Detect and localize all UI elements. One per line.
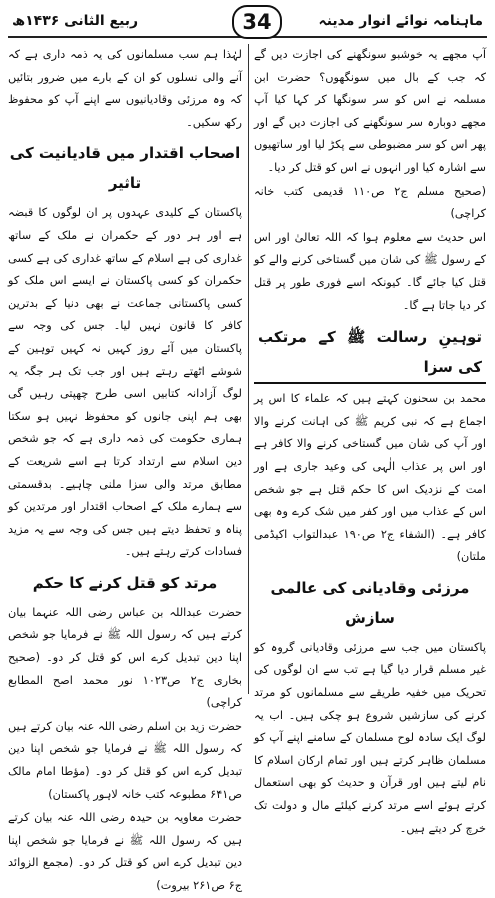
section-heading-punishment: توہینِ رسالت ﷺ کے مرتکب کی سزا	[254, 322, 486, 384]
paragraph: آپ مجھے یہ خوشبو سونگھنے کی اجازت دیں گے کہ جب کے بال میں سونگھوں؟ حضرت ابن مسلمہ نے اس کو سر سونگھا کر کہا کیا آپ مجھے دوبارہ سر سونگھنے کی اجازت دیں گے اور پھر اس کو سر مضبوطی سے پکڑ لیا اور ساتھیوں سے اشارہ کیا اور انہوں نے اس کو قتل کر دیا۔	[254, 48, 486, 174]
right-column	[254, 44, 486, 835]
paragraph: حضرت عبداللہ بن عباس رضی اللہ عنہما بیان کرتے ہیں کہ رسول اللہ ﷺ نے فرمایا جو شخص اپنا دین تبدیل کرے اس کو قتل کر دو۔ (صحیح بخاری ج۲ ص۱۰۲۳ نور محمد اصح المطابع کراچی)	[8, 605, 243, 710]
page-number-badge: 34	[232, 5, 282, 39]
paragraph: پاکستان میں جب سے مرزئی وقادیانی گروہ کو غیر مسلم قرار دیا گیا ہے تب سے ان لوگوں کی تحریک میں خفیہ طریقے سے مسلمانوں کو مرتد کرنے کی سازشیں شروع ہو چکی ہیں۔ اب یہ لوگ ایک سادہ لوح مسلمان کے سامنے اپنے آپ کو مسلمان ظاہر کرتے ہیں اور تمام ارکان اسلام کا نام لیتے ہیں اور قرآن و حدیث کو بھی استعمال کرتے ہوئے اسے مرتد کرنے کیلئے مال و دولت تک خرچ کر دیتے ہیں۔	[254, 640, 486, 835]
paragraph: حضرت معاویہ بن حیدہ رضی اللہ عنہ بیان کرتے ہیں کہ رسول اللہ ﷺ نے فرمایا جو شخص اپنا دین تبدیل کرے اس کو قتل کر دو۔ (مجمع الزوائد ج۶ ص۲۶۱ بیروت)	[8, 811, 242, 892]
page-header	[8, 6, 487, 38]
paragraph: لہٰذا ہم سب مسلمانوں کی یہ ذمہ داری ہے کہ آنے والی نسلوں کو ان کے بارے میں ضرور بتائیں کہ وہ مرزئی وقادیانیوں سے اپنے آپ کو محفوظ رکھ سکیں۔	[8, 48, 242, 129]
section-heading-influence: اصحاب اقتدار میں قادیانیت کی تاثیر	[9, 144, 241, 193]
column-divider	[248, 44, 249, 694]
reference: (صحیح مسلم ج۲ ص۱۱۰ قدیمی کتب خانہ کراچی)	[254, 184, 486, 221]
section-heading-apostate-ruling: مرتد کو قتل کرنے کا حکم	[32, 573, 218, 592]
paragraph: اس حدیث سے معلوم ہوا کہ اللہ تعالیٰ اور اس کے رسول ﷺ کی شان میں گستاخی کرنے والے کو قتل کیا جائے گا۔ کیونکہ اسے فوری طور پر قتل کر دیا جاتا ہے گا۔	[254, 230, 486, 312]
left-column	[8, 44, 243, 892]
issue-date: ربیع الثانی ۱۴۳۶ھ	[12, 13, 139, 29]
paragraph: حضرت زید بن اسلم رضی اللہ عنہ بیان کرتے ہیں کہ رسول اللہ ﷺ نے فرمایا جو شخص اپنا دین تبدیل کرے اس کو قتل کر دو۔ (مؤطا امام مالک ص۶۴۱ مطبوعہ کتب خانہ لاہور پاکستان)	[8, 719, 242, 801]
magazine-title: ماہنامہ نوائے انوار مدینہ	[318, 13, 483, 29]
section-heading-conspiracy: مرزئی وقادیانی کی عالمی سازش	[270, 578, 470, 627]
paragraph: محمد بن سحنون کہتے ہیں کہ علماء کا اس پر اجماع ہے کہ نبی کریم ﷺ کی اہانت کرنے والا اور آپ کی شان میں گستاخی کرنے والا کافر ہے اور اس پر عذاب الٰہی کی وعید جاری ہے اور امت کے نزدیک اس کا حکم قتل ہے جو شخص اس کے عذاب میں اور کفر میں شک کرے وہ بھی کافر ہے۔ (الشفاء ج۲ ص۱۹۰ عبدالتواب اکیڈمی ملتان)	[254, 392, 486, 564]
paragraph: پاکستان کے کلیدی عہدوں پر ان لوگوں کا قبضہ ہے اور ہر دور کے حکمران نے ملک کے ساتھ غداری کی ہے اسلام کے ساتھ غداری کی ہے کسی حکمران کو کسی پاکستان نے ایسے اس ملک کو کسی پاکستانی جماعت نے بھی دنیا کے بدترین کافر کا قانون نہیں لیا۔ جس کی وجہ سے پاکستان میں آئے روز کہیں نہ کہیں توہین کے شوشے اٹھتے رہتے ہیں اور جب تک ہر جگہ یہ لوگ آزادانہ کتابیں اسی طرح چھپتی رہیں گی بھی ہم اپنی جانوں کو محفوظ نہیں ہو سکتا ہماری حکومت کی ذمہ داری ہے کہ جو شخص دین اسلام سے ارتداد کرتا ہے اسے شریعت کے مطابق مرتد والی سزا ملنی چاہیے۔ بدقسمتی سے ہمارے ملک کے اصحاب اقتدار اور مرتدین کو پناہ و تحفظ دیتے ہیں جس کی وجہ سے یہ مزید فسادات کرتے رہتے ہیں۔	[8, 206, 242, 559]
